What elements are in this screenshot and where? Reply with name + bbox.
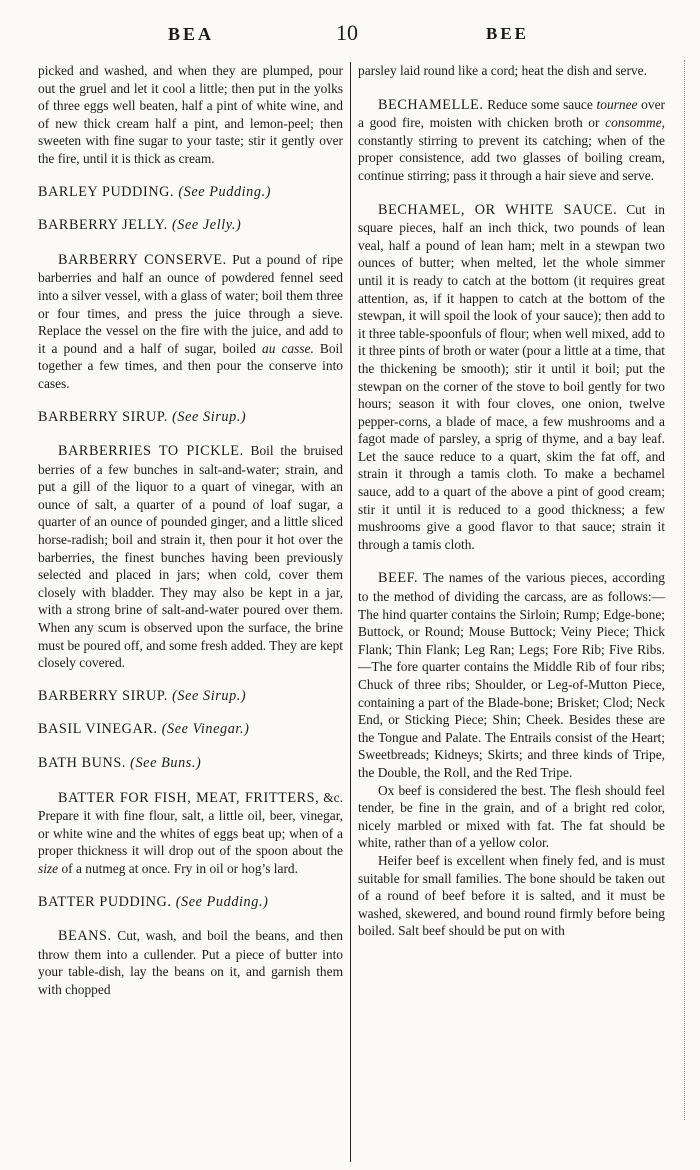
entry-text: Cut in square pieces, half an inch thick, two pounds of lean veal, half a pound of lean ham; melt in a stewpan two ounces of butter; when melted, let the whole simmer until it is ready to catch at the bottom (it requires great attention, as, if it happen to catch at the bottom of the stewpan, it will spoil the look of your sauce); then add to it three table-spoonfuls of flour; when well mixed, add to it three pints of broth or water (pour a little at a time, that the thickening be smooth); stir it until it boil; put the stewpan on the corner of the stove to boil gently for two hours; season it with four cloves, one onion, twelve pepper-corns, a blade of mace, a few mushrooms and a fagot made of parsley, a sprig of thyme, and a bay leaf. Let the sauce reduce to a quart, skim the fat off, and strain it through a tamis cloth. To make a bechamel sauce, add to a quart of the above a pint of good cream; stir it until it is reduced to a good thickness; a few mushrooms give a good flavor to that sauce; strain it through a tamis cloth. (358, 201, 665, 552)
entry-beef (358, 569, 665, 939)
entry-heading: BARBERRY SIRUP. (38, 408, 168, 425)
right-column (358, 62, 665, 956)
entry-heading: BATH BUNS. (38, 755, 126, 771)
continuation-entry (358, 62, 665, 80)
entry-barberry-sirup-2 (38, 688, 343, 706)
entry-paragraph: Ox beef is considered the best. The flesh should feel tender, be fine in the grain, and of a bright red color, nicely marbled or mixed with fat. The fat should be white, rather than of a yellow color. (358, 782, 665, 851)
entry-heading: BARBERRY JELLY. (38, 217, 168, 234)
entry-heading: BARLEY PUDDING. (38, 183, 175, 200)
entry-text: Cut, wash, and boil the beans, and then throw them into a cullender. Put a piece of butter into your table-dish, lay the beans on it, and garnish them with chopped (38, 928, 343, 997)
entry-text: of a nutmeg at once. Fry in oil or hog’s lard. (61, 860, 298, 876)
entry-bath-buns (38, 755, 343, 773)
entry-barley-pudding (38, 184, 343, 202)
entry-batter-pudding (38, 894, 343, 912)
entry-text: over a good fire, moisten with chicken broth or (358, 96, 665, 131)
entry-term: au casse. (262, 340, 314, 356)
cross-reference: (See Pudding.) (178, 183, 272, 200)
entry-barberry-conserve (38, 251, 343, 393)
entry-text: Boil the bruised berries of a few bunches in salt-and-water; strain, and put a gill of the liquor to a quart of vinegar, with an ounce of salt, a quarter of a pound of loaf sugar, a quarter of an ounce of pounded ginger, and a little sliced horse-radish; boil and strain it, then pour it hot over the barberries, the finest bunches having been previously selected and placed in jars; when cold, cover them closely with bladder. They may also be kept in a jar, with a strong brine of salt-and-water poured over them. When any scum is observed upon the surface, the brine must be poured off, and some fresh added. They are kept closely covered. (38, 443, 343, 671)
page-edge-marks (684, 60, 695, 1120)
column-divider (350, 62, 351, 1162)
cross-reference: (See Sirup.) (172, 687, 247, 704)
entry-barberry-sirup (38, 409, 343, 427)
entry-beans (38, 927, 343, 998)
cross-reference: (See Buns.) (130, 755, 202, 771)
entry-heading: BARBERRY CONSERVE. (58, 251, 227, 268)
cross-reference: (See Pudding.) (175, 893, 269, 910)
entry-text: Put a pound of ripe barberries and half an ounce of powdered fennel seed into a silver vessel, with a glass of water; boil them three or four times, and press the juice through a sieve. Replace the vessel on the fire with the juice, and add to it a pound and a half of sugar, boiled (38, 251, 343, 356)
entry-paragraph: Heifer beef is excellent when finely fed, and is must suitable for small families. The bone should be taken out of a round of beef before it is salted, and it must be washed, skewered, and bound round firmly before being boiled. Salt beef should be put on with (358, 852, 665, 939)
cross-reference: (See Vinegar.) (161, 721, 250, 738)
entry-term: size (38, 860, 59, 876)
entry-heading: BEEF. (378, 570, 419, 587)
entry-bechamelle (358, 96, 665, 185)
entry-heading: BEANS. (58, 928, 112, 945)
entry-text: &c. Prepare it with fine flour, salt, a little oil, beer, vinegar, or white wine and the whites of eggs beat up; when of a proper thickness it will drop out of the spoon about the (38, 789, 343, 859)
entry-text: Reduce some sauce (487, 96, 593, 112)
continuation-entry (38, 62, 343, 168)
entry-barberry-jelly (38, 217, 343, 235)
entry-heading: BASIL VINEGAR. (38, 721, 158, 738)
entry-text: constantly stirring to prevent its catching; when of the proper consistence, add two glasses of boiling cream, continue stirring; pass it through a hair sieve and serve. (358, 132, 665, 183)
entry-text: The names of the various pieces, according to the method of dividing the carcass, are as follows:—The hind quarter contains the Sirloin; Rump; Edge-bone; Buttock, or Round; Mouse Buttock; Veiny Piece; Thick Flank; Thin Flank; Leg Ran; Legs; Fore Rib; Five Ribs.—The fore quarter contains the Middle Rib of four ribs; Chuck of three ribs; Shoulder, or Leg-of-Mutton Piece, containing a part of the Blade-bone; Brisket; Clod; Neck End, or Sticking Piece; Shin; Cheek. Besides these are the Tongue and Palate. The Entrails consist of the Heart; Sweetbreads; Kidneys; Skirts; and three kinds of Tripe, the Double, the Roll, and the Red Tripe. (358, 570, 665, 780)
entry-heading: BARBERRY SIRUP. (38, 687, 168, 704)
entry-batter-for-fish (38, 789, 343, 878)
entry-heading: BARBERRIES TO PICKLE. (58, 443, 244, 460)
cross-reference: (See Jelly.) (171, 217, 242, 234)
entry-heading: BECHAMELLE. (378, 96, 484, 113)
cross-reference: (See Sirup.) (172, 408, 247, 425)
entry-heading: BATTER PUDDING. (38, 893, 172, 910)
left-column (38, 62, 343, 1015)
entry-heading: BECHAMEL, OR WHITE SAUCE. (378, 201, 618, 218)
running-head-left: BEA (168, 24, 215, 44)
entry-term: consomme, (605, 115, 665, 131)
entry-basil-vinegar (38, 721, 343, 739)
entry-barberries-to-pickle (38, 442, 343, 672)
entry-heading: BATTER FOR FISH, MEAT, FRITTERS, (58, 789, 320, 806)
page-number: 10 (336, 20, 358, 45)
continuation-text: picked and washed, and when they are plumped, pour out the gruel and let it cool a little; then put in the yolks of three eggs well beaten, half a pint of white wine, and of new thick cream half a pint, and lemon-peel; then sweeten with fine sugar to your taste; stir it gently over the fire, until it is thick as cream. (38, 63, 343, 166)
page-header (0, 20, 700, 46)
running-head-right: BEE (486, 24, 530, 43)
entry-bechamel-white-sauce (358, 201, 665, 554)
entry-term: tournee (596, 96, 638, 112)
continuation-text: parsley laid round like a cord; heat the dish and serve. (358, 63, 647, 78)
entry-text: Boil together a few times, and then pour the conserve into cases. (38, 340, 343, 391)
